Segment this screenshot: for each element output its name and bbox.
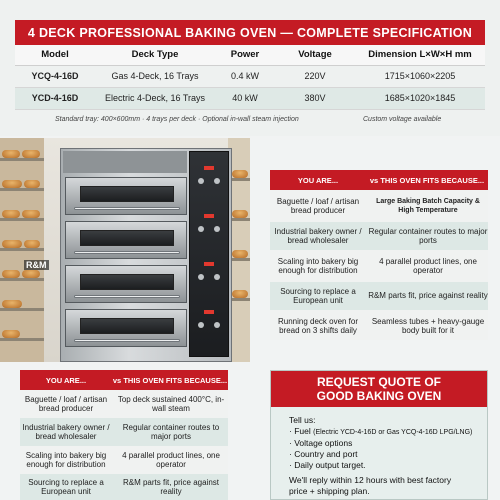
you-are-cell: Industrial bakery owner / bread wholesaler [22, 422, 110, 441]
you-are-cell: Running deck oven for bread on 3 shifts daily [277, 316, 359, 335]
you-are-cell: Sourcing to replace a European unit [280, 286, 356, 305]
col-power: Power [215, 45, 275, 65]
table-row [15, 87, 485, 109]
quote-reply-line-2: price + shipping plan. [289, 486, 370, 496]
quote-item-fuel [289, 426, 485, 438]
header-you-are: YOU ARE... [297, 175, 339, 185]
comparison-box-left [20, 370, 228, 500]
quote-body [289, 415, 485, 497]
cell-dimension: 1685×1020×1845 [355, 87, 485, 109]
list-item [20, 474, 228, 500]
list-item [270, 252, 488, 280]
you-are-cell: Industrial bakery owner / bread wholesaler [274, 226, 362, 245]
quote-title-line-1: REQUEST QUOTE OF [316, 375, 441, 389]
list-item [270, 312, 488, 340]
list-item [20, 418, 228, 446]
cell-deck-type: Electric 4-Deck, 16 Trays [95, 87, 215, 109]
fits-cell: 4 parallel product lines, one operator [379, 256, 477, 275]
quote-title-line-2: GOOD BAKING OVEN [316, 389, 442, 403]
request-quote-title [271, 371, 487, 407]
tell-us-label: Tell us: [289, 415, 316, 425]
header-fits: vs THIS OVEN FITS BECAUSE... [369, 175, 485, 185]
note-standard-tray: Standard tray: 400×600mm · 4 trays per deck · Optional in-wall steam injection [55, 116, 299, 123]
oven-deck [65, 265, 187, 303]
spec-header-row [15, 45, 485, 65]
bread-rack-left [0, 138, 44, 362]
cell-dimension: 1715×1060×2205 [355, 65, 485, 87]
list-item [270, 192, 488, 220]
oven-photo [0, 138, 250, 362]
you-are-cell: Baguette / loaf / artisan bread producer [24, 394, 108, 413]
deck-oven [60, 148, 232, 362]
oven-deck [65, 177, 187, 215]
fits-cell: Seamless tubes + heavy-gauge body built for it [371, 316, 485, 335]
col-dimension: Dimension L×W×H mm [355, 45, 485, 65]
table-row [15, 65, 485, 87]
fits-cell: R&M parts fit, price against reality [122, 477, 220, 496]
fits-cell: R&M parts fit, price against reality [368, 291, 488, 301]
comparison-box-right [270, 170, 488, 340]
cell-model: YCQ-4-16D [15, 65, 95, 87]
you-are-cell: Baguette / loaf / artisan bread producer [276, 196, 360, 215]
request-quote-box [270, 370, 488, 500]
cell-voltage: 220V [275, 65, 355, 87]
list-item [20, 390, 228, 418]
list-item [270, 282, 488, 310]
col-deck-type: Deck Type [95, 45, 215, 65]
spec-table [15, 45, 485, 110]
cell-deck-type: Gas 4-Deck, 16 Trays [95, 65, 215, 87]
comparison-header [20, 370, 228, 390]
list-item [270, 222, 488, 250]
spec-title: 4 DECK PROFESSIONAL BAKING OVEN — COMPLETE SPECIFICATION [15, 20, 485, 45]
quote-item-output: · Daily output target. [289, 460, 366, 470]
fuel-label: · Fuel [289, 426, 311, 436]
oven-deck [65, 309, 187, 347]
spec-notes [15, 116, 485, 128]
fits-cell: 4 parallel product lines, one operator [122, 450, 220, 469]
cell-power: 40 kW [215, 87, 275, 109]
fits-cell: Top deck sustained 400°C, in-wall steam [117, 394, 225, 413]
comparison-header [270, 170, 488, 190]
you-are-cell: Scaling into bakery big enough for distribution [277, 256, 359, 275]
quote-item-country: · Country and port [289, 449, 358, 459]
fuel-detail: (Electric YCD-4-16D or Gas YCQ-4-16D LPG/LNG) [313, 429, 473, 436]
you-are-cell: Sourcing to replace a European unit [28, 477, 104, 496]
cell-power: 0.4 kW [215, 65, 275, 87]
note-custom-voltage: Custom voltage available [363, 116, 442, 123]
header-you-are: YOU ARE... [45, 375, 87, 385]
header-fits: vs THIS OVEN FITS BECAUSE... [112, 375, 228, 385]
fits-cell: Regular container routes to major ports [122, 422, 220, 441]
col-voltage: Voltage [275, 45, 355, 65]
fits-cell: Large Baking Batch Capacity & High Temperature [376, 197, 480, 214]
quote-item-voltage: · Voltage options [289, 438, 353, 448]
brand-logo: R&M [26, 260, 47, 270]
fits-cell: Regular container routes to major ports [368, 226, 488, 245]
spec-panel [0, 0, 500, 136]
list-item [20, 446, 228, 474]
oven-deck [65, 221, 187, 259]
col-model: Model [15, 45, 95, 65]
cell-voltage: 380V [275, 87, 355, 109]
you-are-cell: Scaling into bakery big enough for distribution [25, 450, 107, 469]
cell-model: YCD-4-16D [15, 87, 95, 109]
oven-control-panel [189, 151, 229, 357]
quote-reply-line-1: We'll reply within 12 hours with best factory [289, 475, 452, 485]
